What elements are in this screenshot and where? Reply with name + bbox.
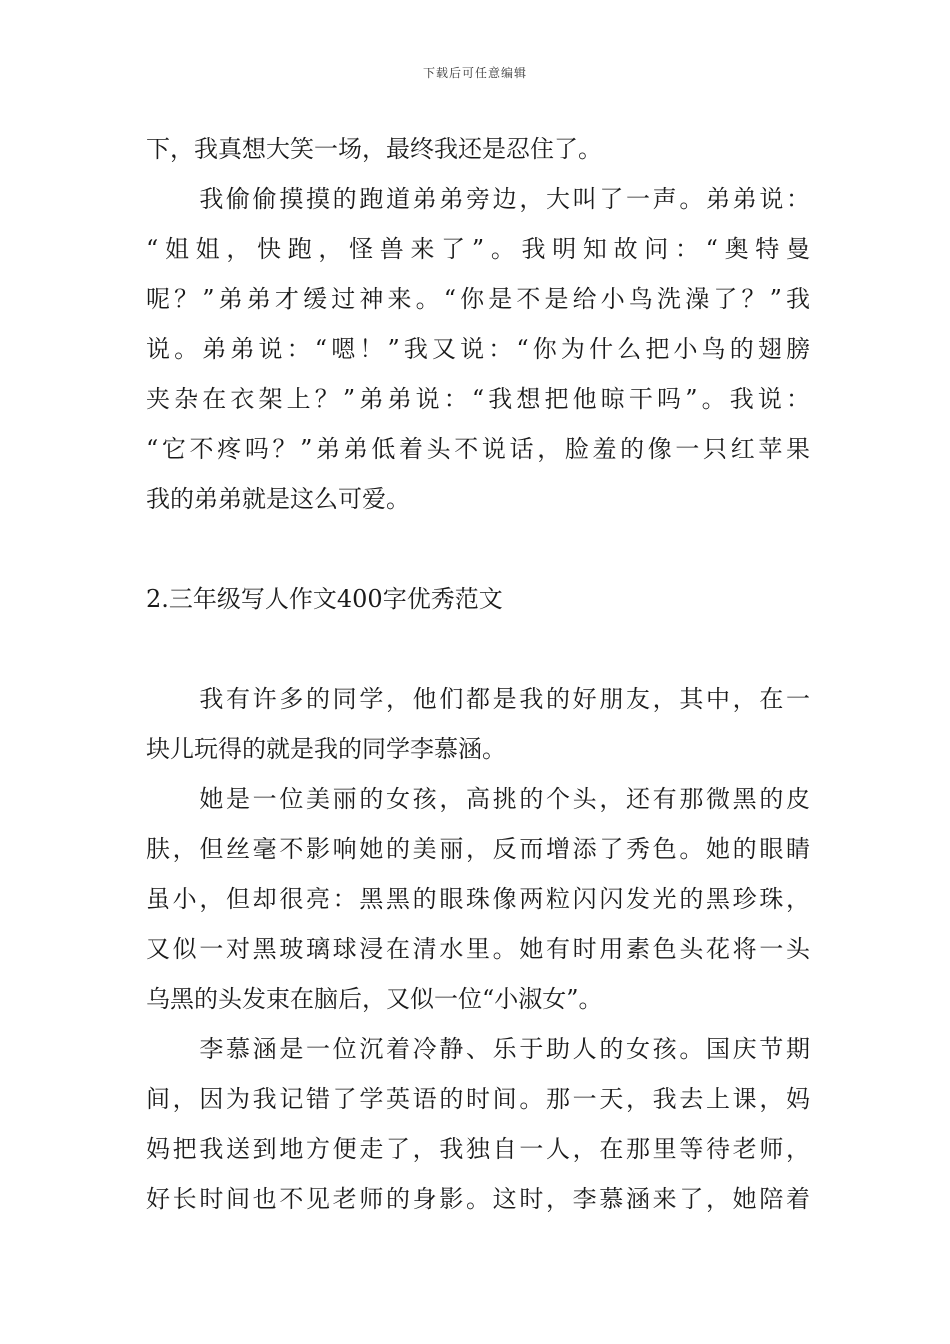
section-heading: 2.三年级写人作文400字优秀范文 <box>146 585 503 613</box>
paragraph-line: “姐姐，快跑，怪兽来了”。我明知故问：“奥特曼 <box>146 235 810 263</box>
paragraph-line: 我有许多的同学，他们都是我的好朋友，其中，在一 <box>146 685 810 713</box>
section-2-text <box>146 674 810 1224</box>
section-1-text <box>146 124 810 524</box>
paragraph-line: 她是一位美丽的女孩，高挑的个头，还有那微黑的皮 <box>146 785 810 813</box>
paragraph-line: 肤，但丝毫不影响她的美丽，反而增添了秀色。她的眼睛 <box>146 835 810 863</box>
paragraph-line: 呢？”弟弟才缓过神来。“你是不是给小鸟洗澡了？”我 <box>146 285 810 313</box>
paragraph-line: 块儿玩得的就是我的同学李慕涵。 <box>146 735 506 763</box>
paragraph-line: 间，因为我记错了学英语的时间。那一天，我去上课，妈 <box>146 1085 810 1113</box>
paragraph-line: 又似一对黑玻璃球浸在清水里。她有时用素色头花将一头 <box>146 935 810 963</box>
document-body <box>146 124 810 1224</box>
page-header: 下载后可任意编辑 <box>422 66 527 80</box>
paragraph-line: 虽小，但却很亮：黑黑的眼珠像两粒闪闪发光的黑珍珠， <box>146 885 810 913</box>
paragraph-line: 李慕涵是一位沉着冷静、乐于助人的女孩。国庆节期 <box>146 1035 810 1063</box>
paragraph-line: 我偷偷摸摸的跑道弟弟旁边，大叫了一声。弟弟说： <box>146 185 810 213</box>
paragraph-line: “它不疼吗？”弟弟低着头不说话，脸羞的像一只红苹果 <box>146 435 810 463</box>
paragraph-line: 我的弟弟就是这么可爱。 <box>146 485 410 513</box>
paragraph-line: 妈把我送到地方便走了，我独自一人，在那里等待老师， <box>146 1135 810 1163</box>
paragraph-line: 夹杂在衣架上？”弟弟说：“我想把他晾干吗”。我说： <box>146 385 810 413</box>
paragraph-line: 好长时间也不见老师的身影。这时，李慕涵来了，她陪着 <box>146 1185 810 1213</box>
paragraph-line: 说。弟弟说：“嗯！”我又说：“你为什么把小鸟的翅膀 <box>146 335 810 363</box>
paragraph-line: 乌黑的头发束在脑后，又似一位“小淑女”。 <box>146 985 603 1013</box>
paragraph-line: 下，我真想大笑一场，最终我还是忍住了。 <box>146 135 602 163</box>
